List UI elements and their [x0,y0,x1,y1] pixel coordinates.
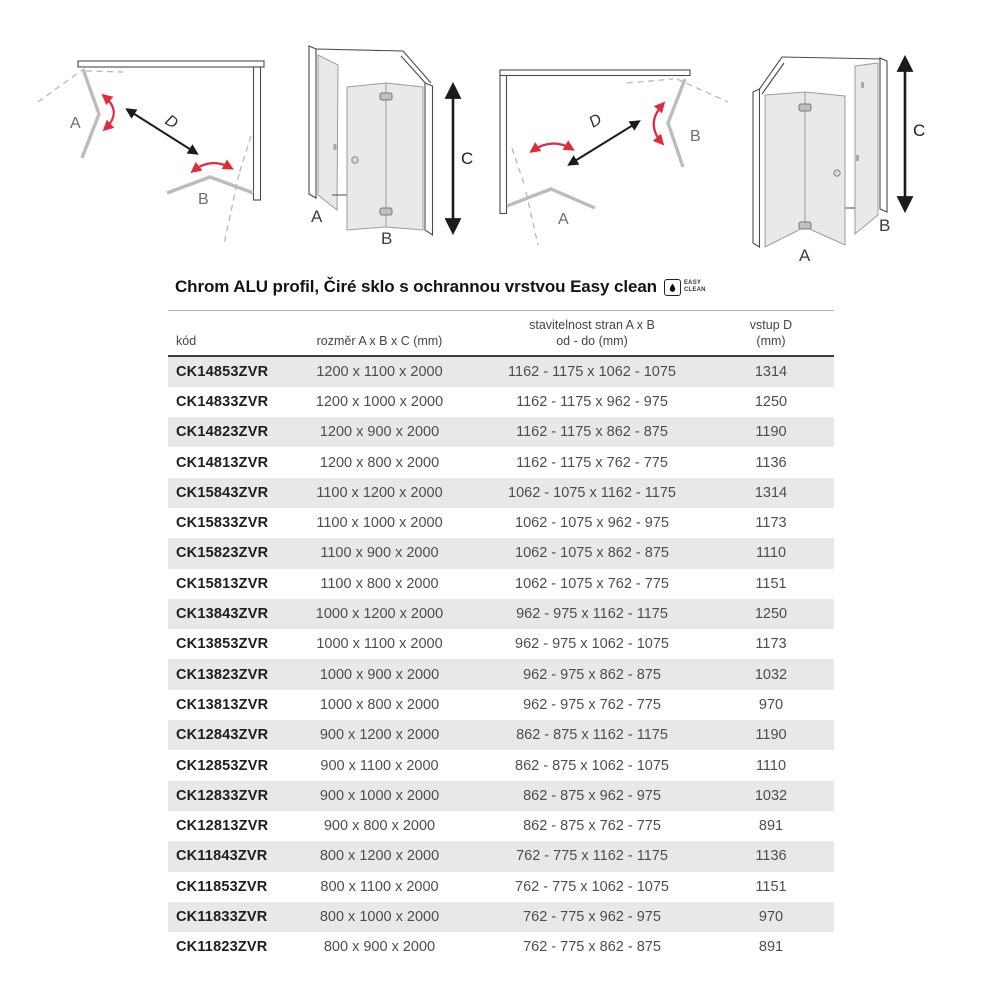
table-row [168,781,834,811]
table-row [168,599,834,629]
plan-view-right-diagram [480,30,730,260]
entry-cell: 1314 [754,363,788,380]
adjust-cell: 1062 - 1075 x 862 - 875 [515,545,669,562]
col-header-size: rozměr A x B x C (mm) [283,311,476,356]
entry-cell: 1136 [755,454,787,471]
folding-door-panels [507,79,685,208]
door-a-label: A [70,115,81,132]
entry-cell: 1190 [755,727,787,744]
code-cell: CK14813ZVR [176,454,269,471]
table-row [168,478,834,508]
plan-view-left-diagram [20,30,270,260]
table-row [168,508,834,538]
entry-cell: 1190 [755,424,787,441]
table-row [168,811,834,841]
size-cell: 1200 x 900 x 2000 [319,424,440,441]
table-row [168,538,834,568]
size-cell: 1000 x 800 x 2000 [319,696,440,713]
adjust-cell: 762 - 775 x 862 - 875 [523,939,661,956]
title-row [175,277,706,297]
iso-view-right-diagram [740,30,960,270]
col-header-code: kód [168,311,283,356]
code-cell: CK12813ZVR [176,818,269,835]
table-row [168,932,834,962]
fold-swing-arrow-a [104,96,114,129]
fold-swing-arrow-b [654,104,663,143]
adjust-cell: 962 - 975 x 1162 - 1175 [516,606,668,623]
code-cell: CK11833ZVR [176,908,268,925]
code-cell: CK14853ZVR [176,363,269,380]
code-cell: CK13843ZVR [176,606,269,623]
table-row [168,447,834,477]
entry-cell: 1110 [755,545,787,562]
folding-door-panels [82,69,254,193]
entry-d-label: D [161,111,181,133]
handle-knob-icon [834,170,840,176]
adjust-cell: 862 - 875 x 762 - 775 [523,818,661,835]
size-cell: 1100 x 1200 x 2000 [316,484,443,501]
spec-table-body [168,356,834,963]
adjust-cell: 1162 - 1175 x 962 - 975 [516,393,668,410]
door-a-label: A [799,246,811,265]
table-row [168,417,834,447]
entry-cell: 1314 [754,484,788,501]
adjust-cell: 862 - 875 x 1162 - 1175 [516,727,668,744]
size-cell: 1200 x 800 x 2000 [319,454,440,471]
code-cell: CK11843ZVR [176,848,268,865]
size-cell: 900 x 800 x 2000 [323,818,436,835]
easy-clean-badge-text: EASY CLEAN [683,280,706,293]
size-cell: 900 x 1100 x 2000 [320,757,439,774]
size-cell: 800 x 1100 x 2000 [320,878,439,895]
table-row [168,356,834,387]
code-cell: CK11823ZVR [176,939,268,956]
glass-panel-b [855,63,878,234]
adjust-cell: 1162 - 1175 x 862 - 875 [516,424,668,441]
code-cell: CK14833ZVR [176,393,269,410]
size-cell: 1000 x 900 x 2000 [319,666,440,683]
size-cell: 1000 x 1100 x 2000 [316,636,443,653]
spec-table [168,310,834,962]
handle-knob-icon [352,157,358,163]
height-c-label: C [913,121,926,140]
entry-cell: 891 [758,818,784,835]
iso-view-left-diagram [280,30,480,265]
adjust-cell: 1062 - 1075 x 962 - 975 [515,515,669,532]
code-cell: CK15833ZVR [176,515,269,532]
open-position-dashed-lines [512,79,728,245]
adjust-cell: 1062 - 1075 x 762 - 775 [515,575,669,592]
size-cell: 1100 x 1000 x 2000 [316,515,443,532]
size-cell: 1100 x 900 x 2000 [320,545,439,562]
entry-cell: 1250 [754,393,788,410]
entry-cell: 1173 [755,636,787,653]
adjust-cell: 762 - 775 x 1062 - 1075 [515,878,669,895]
table-row [168,659,834,689]
code-cell: CK14823ZVR [176,424,269,441]
size-cell: 800 x 1000 x 2000 [319,908,440,925]
code-cell: CK12853ZVR [176,757,269,774]
size-cell: 1000 x 1200 x 2000 [315,606,444,623]
door-b-label: B [381,229,393,248]
entry-cell: 1032 [754,666,788,683]
fold-swing-arrow-b [193,163,231,171]
adjust-cell: 1162 - 1175 x 1062 - 1075 [508,363,676,380]
entry-width-arrow-d [570,122,638,164]
table-row [168,569,834,599]
entry-cell: 1151 [755,575,787,592]
size-cell: 1200 x 1100 x 2000 [316,363,443,380]
table-row [168,720,834,750]
size-cell: 800 x 900 x 2000 [323,939,436,956]
adjust-cell: 962 - 975 x 862 - 875 [523,666,661,683]
fold-swing-arrow-a [532,143,572,151]
adjust-cell: 1162 - 1175 x 762 - 775 [516,454,668,471]
table-row [168,872,834,902]
door-a-label: A [311,207,323,226]
entry-cell: 1151 [755,878,787,895]
table-row [168,750,834,780]
code-cell: CK11853ZVR [176,878,268,895]
entry-cell: 970 [758,908,784,925]
open-position-dashed-lines [38,70,251,244]
size-cell: 1200 x 1000 x 2000 [315,393,444,410]
entry-cell: 970 [758,696,784,713]
size-cell: 900 x 1200 x 2000 [319,727,440,744]
size-cell: 800 x 1200 x 2000 [319,848,440,865]
water-drop-icon [664,279,681,296]
adjust-cell: 1062 - 1075 x 1162 - 1175 [508,484,676,501]
size-cell: 900 x 1000 x 2000 [319,787,440,804]
spec-table-header [168,311,834,356]
entry-cell: 1110 [755,757,787,774]
entry-cell: 891 [758,939,784,956]
table-row [168,690,834,720]
entry-cell: 1250 [754,606,788,623]
adjust-cell: 962 - 975 x 1062 - 1075 [515,636,669,653]
col-header-entry: vstup D (mm) [708,311,834,356]
adjust-cell: 862 - 875 x 962 - 975 [523,787,661,804]
code-cell: CK13823ZVR [176,666,269,683]
code-cell: CK15843ZVR [176,484,269,501]
adjust-cell: 762 - 775 x 1162 - 1175 [516,848,668,865]
code-cell: CK12833ZVR [176,787,269,804]
table-row [168,841,834,871]
entry-d-label: D [586,110,605,132]
door-a-label: A [558,211,569,228]
size-cell: 1100 x 800 x 2000 [320,575,439,592]
adjust-cell: 862 - 875 x 1062 - 1075 [515,757,669,774]
table-row [168,629,834,659]
table-row [168,902,834,932]
adjust-cell: 762 - 775 x 962 - 975 [523,908,661,925]
door-b-label: B [879,216,891,235]
code-cell: CK15823ZVR [176,545,269,562]
height-c-label: C [461,149,474,168]
code-cell: CK15813ZVR [176,575,269,592]
code-cell: CK13853ZVR [176,636,269,653]
easy-clean-badge [664,279,706,296]
glass-panel-a [318,55,338,210]
door-b-label: B [690,128,701,145]
code-cell: CK13813ZVR [176,696,269,713]
table-row [168,387,834,417]
door-b-label: B [198,191,209,208]
entry-width-arrow-d [128,110,196,153]
col-header-adjustability: stavitelnost stran A x B od - do (mm) [476,311,708,356]
entry-cell: 1136 [755,848,787,865]
page-title: Chrom ALU profil, Čiré sklo s ochrannou vrstvou Easy clean [175,277,657,296]
adjust-cell: 962 - 975 x 762 - 775 [523,696,661,713]
entry-cell: 1032 [754,787,788,804]
code-cell: CK12843ZVR [176,727,269,744]
entry-cell: 1173 [755,515,787,532]
